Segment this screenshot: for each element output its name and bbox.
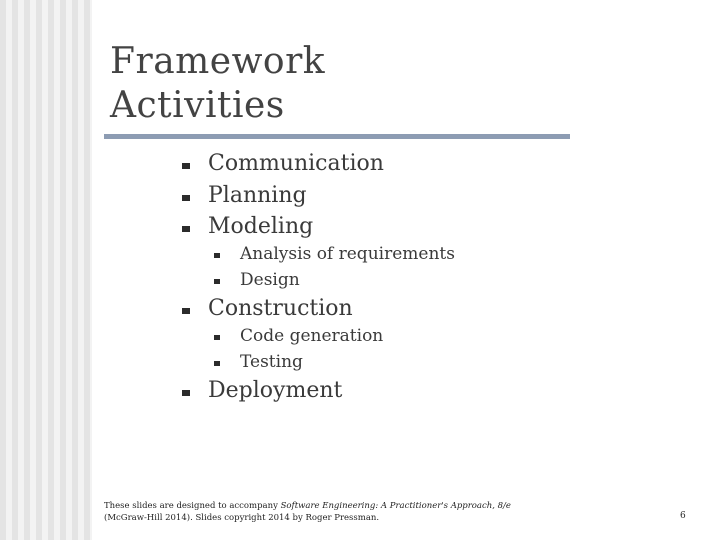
sub-bullet-text: Code generation [240, 326, 384, 346]
square-bullet-icon [214, 361, 220, 366]
decorative-stripes [0, 0, 92, 540]
bullet-text: Construction [208, 296, 353, 321]
title-line-1: Framework [110, 41, 326, 82]
sub-bullet-text: Analysis of requirements [240, 244, 455, 264]
sub-bullet-text: Design [240, 270, 300, 290]
square-bullet-icon [214, 335, 220, 340]
footer-prefix: These slides are designed to accompany [104, 501, 281, 511]
square-bullet-icon [182, 226, 190, 232]
title-line-2: Activities [110, 85, 285, 126]
square-bullet-icon [182, 163, 190, 169]
footer-suffix: (McGraw-Hill 2014). Slides copyright 2014 by Roger Pressman. [104, 513, 380, 523]
title-underline [104, 134, 570, 139]
slide-title [110, 40, 325, 128]
bullet-text: Modeling [208, 214, 314, 239]
sub-bullet-text: Testing [240, 352, 303, 372]
square-bullet-icon [182, 195, 190, 201]
square-bullet-icon [214, 279, 220, 284]
bullet-text: Communication [208, 151, 384, 176]
square-bullet-icon [182, 308, 190, 314]
square-bullet-icon [214, 253, 220, 258]
page-number: 6 [680, 511, 686, 521]
square-bullet-icon [182, 390, 190, 396]
footer-book-title: Software Engineering: A Practitioner's Approach, 8/e [280, 501, 511, 511]
bullet-text: Planning [208, 183, 307, 208]
bullet-text: Deployment [208, 378, 343, 403]
footer-citation [104, 500, 544, 524]
